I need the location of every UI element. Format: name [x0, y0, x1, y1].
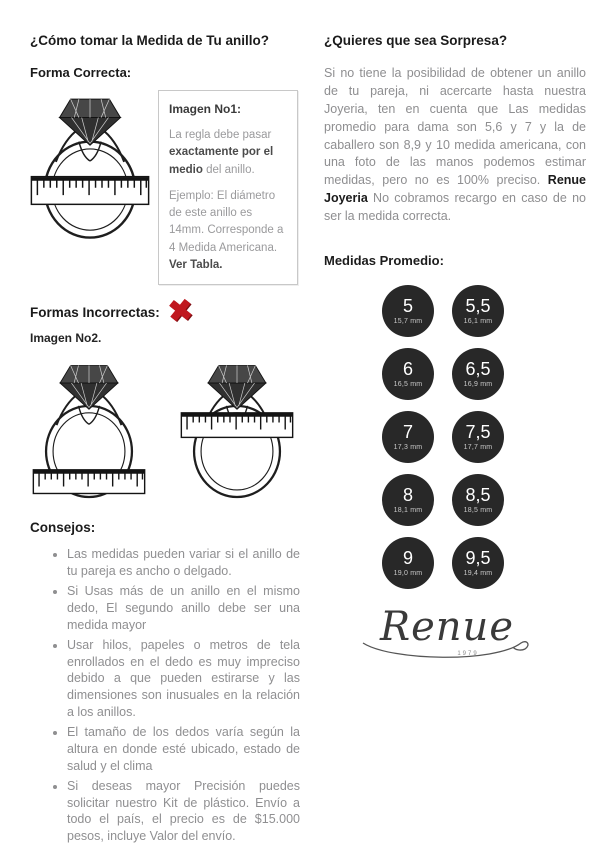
- size-circle: 7,5 17,7 mm: [452, 411, 504, 463]
- renue-logo: [352, 603, 542, 657]
- size-circle: 7 17,3 mm: [382, 411, 434, 463]
- size-circle: 5 15,7 mm: [382, 285, 434, 337]
- ruler-middle: [31, 177, 148, 205]
- size-circle: 8 18,1 mm: [382, 474, 434, 526]
- image1-box-title: Imagen No1:: [169, 102, 242, 116]
- image2-label: Imagen No2.: [30, 331, 102, 345]
- incorrect-forms-heading-row: [30, 293, 300, 330]
- size-circle: 5,5 16,1 mm: [452, 285, 504, 337]
- page-title: ¿Cómo tomar la Medida de Tu anillo?: [30, 33, 270, 48]
- correct-form-figure: [30, 88, 300, 285]
- ring-correct-measure-illustration: [30, 88, 150, 245]
- surprise-paragraph: Si no tiene la posibilidad de obtener un anillo de tu pareja, ni acercarte hasta nuestra Joyeria, ten en cuenta que Las medidas promedio para dama son 5,6 y 7 y la de caballero son 8,9 y 10 medida americana, con una foto de las manos podemos estimar medidas, pero no es 100% preciso. Renue Joyeria No cobramos recargo en caso de no ser la medida correcta.: [324, 66, 586, 223]
- tip-item: • Usar hilos, papeles o metros de tela enrollados en el dedo es muy impreciso debido a que pueden estirarse y las dimensiones son inusuales en la relación a los anillos.: [67, 637, 300, 720]
- size-circle: 8,5 18,5 mm: [452, 474, 504, 526]
- tip-item: • El tamaño de los dedos varía según la altura en donde esté ubicado, estado de salud y el clima: [67, 724, 300, 774]
- ruler-top: [181, 413, 292, 438]
- incorrect-forms-figure: [30, 355, 300, 504]
- right-column: [324, 33, 586, 849]
- correct-form-heading: Forma Correcta:: [30, 65, 132, 80]
- red-x-icon: ✖: [166, 293, 195, 330]
- size-circle: 6 16,5 mm: [382, 348, 434, 400]
- image1-example-text: Ejemplo: El diámetro de este anillo es 14mm. Corresponde a 4 Medida Americana. Ver Tabla.: [169, 189, 284, 271]
- surprise-heading: ¿Quieres que sea Sorpresa?: [324, 33, 508, 48]
- tips-heading: Consejos:: [30, 520, 96, 535]
- ruler-bottom: [33, 470, 144, 494]
- renue-logo-text: Renue: [380, 603, 514, 650]
- image1-info-box: [158, 90, 298, 285]
- brand-name-inline: Renue Joyeria: [324, 173, 586, 206]
- size-circle: 6,5 16,9 mm: [452, 348, 504, 400]
- image1-rule-text: La regla debe pasar exactamente por el medio del anillo.: [169, 129, 274, 176]
- incorrect-forms-heading: Formas Incorrectas:: [30, 304, 160, 320]
- tip-item: • Las medidas pueden variar si el anillo de tu pareja es ancho o delgado.: [67, 546, 300, 579]
- left-column: [30, 33, 300, 849]
- ring-wrong-bottom-illustration: [32, 355, 146, 504]
- size-circles-grid: [382, 285, 506, 589]
- tip-item: • Si deseas mayor Precisión puedes solicitar nuestro Kit de plástico. Envío a todo el país, el precio es de $15.000 pesos, incluye Valor del envío.: [67, 778, 300, 845]
- renue-logo-tagline: 1979: [457, 650, 479, 657]
- tip-item: • Si Usas más de un anillo en el mismo dedo, El segundo anillo debe ser una medida mayor: [67, 583, 300, 633]
- size-circle: 9 19,0 mm: [382, 537, 434, 589]
- size-circle: 9,5 19,4 mm: [452, 537, 504, 589]
- average-sizes-heading: Medidas Promedio:: [324, 252, 444, 268]
- ring-wrong-top-illustration: [180, 355, 294, 504]
